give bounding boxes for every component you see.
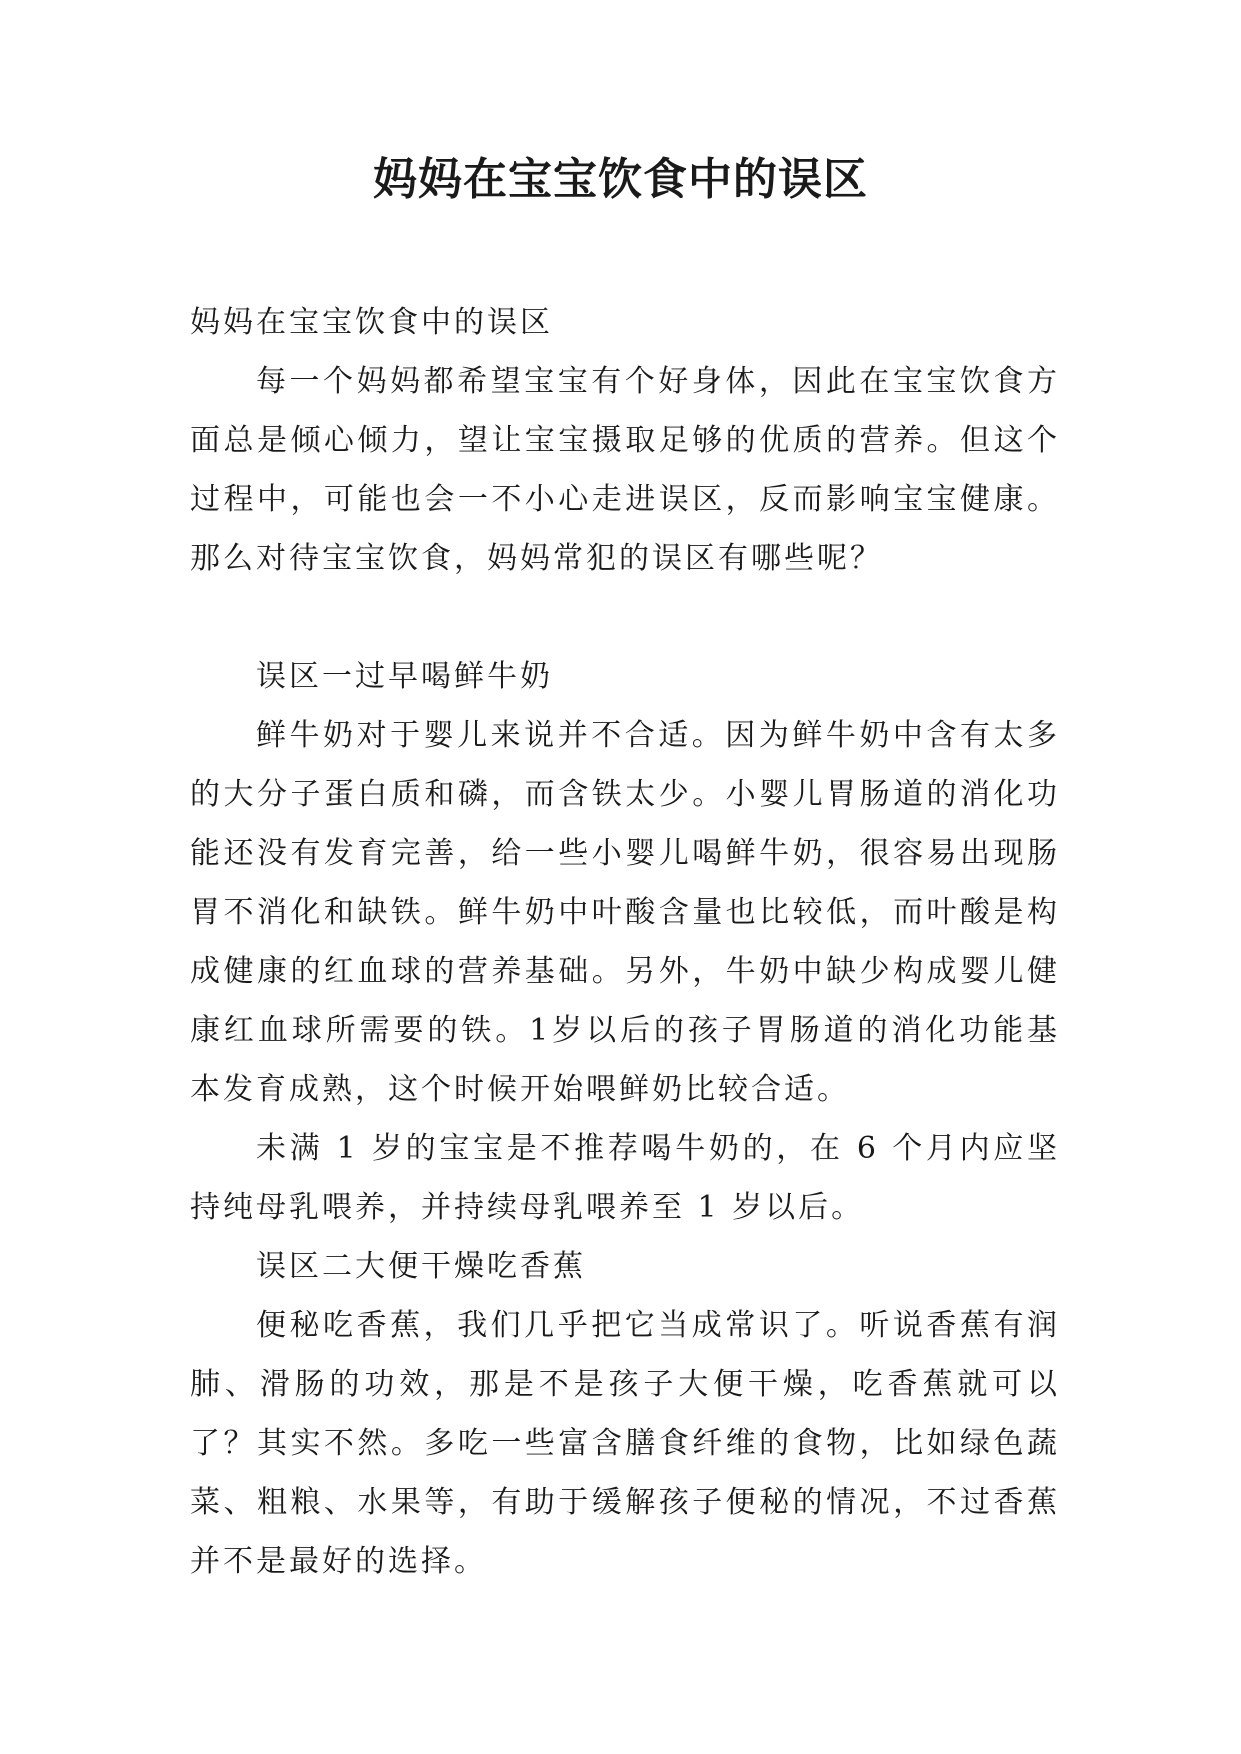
paragraph-banana: 便秘吃香蕉，我们几乎把它当成常识了。听说香蕉有润肺、滑肠的功效，那是不是孩子大便干燥，吃香蕉就可以了？其实不然。多吃一些富含膳食纤维的食物，比如绿色蔬菜、粗粮、水果等，有助于缓解孩子便秘的情况，不过香蕉并不是最好的选择。 — [190, 1308, 1060, 1579]
section-heading-intro: 妈妈在宝宝饮食中的误区 — [190, 305, 553, 340]
paragraph-under-one-year: 未满 1 岁的宝宝是不推荐喝牛奶的，在 6 个月内应坚持纯母乳喂养，并持续母乳喂养至 1 岁以后。 — [190, 1131, 1060, 1225]
section-heading-misconception-1: 误区一过早喝鲜牛奶 — [256, 659, 553, 694]
paragraph-fresh-milk: 鲜牛奶对于婴儿来说并不合适。因为鲜牛奶中含有太多的大分子蛋白质和磷，而含铁太少。小婴儿胃肠道的消化功能还没有发育完善，给一些小婴儿喝鲜牛奶，很容易出现肠胃不消化和缺铁。鲜牛奶中叶酸含量也比较低，而叶酸是构成健康的红血球的营养基础。另外，牛奶中缺少构成婴儿健康红血球所需要的铁。1岁以后的孩子胃肠道的消化功能基本发育成熟，这个时候开始喂鲜奶比较合适。 — [190, 718, 1060, 1107]
document-title: 妈妈在宝宝饮食中的误区 — [373, 154, 868, 205]
paragraph-spacer — [190, 588, 1060, 647]
document-body — [190, 293, 1060, 1591]
section-heading-misconception-2: 误区二大便干燥吃香蕉 — [256, 1249, 586, 1284]
paragraph-intro: 每一个妈妈都希望宝宝有个好身体，因此在宝宝饮食方面总是倾心倾力，望让宝宝摄取足够的优质的营养。但这个过程中，可能也会一不小心走进误区，反而影响宝宝健康。那么对待宝宝饮食，妈妈常犯的误区有哪些呢？ — [190, 364, 1060, 576]
